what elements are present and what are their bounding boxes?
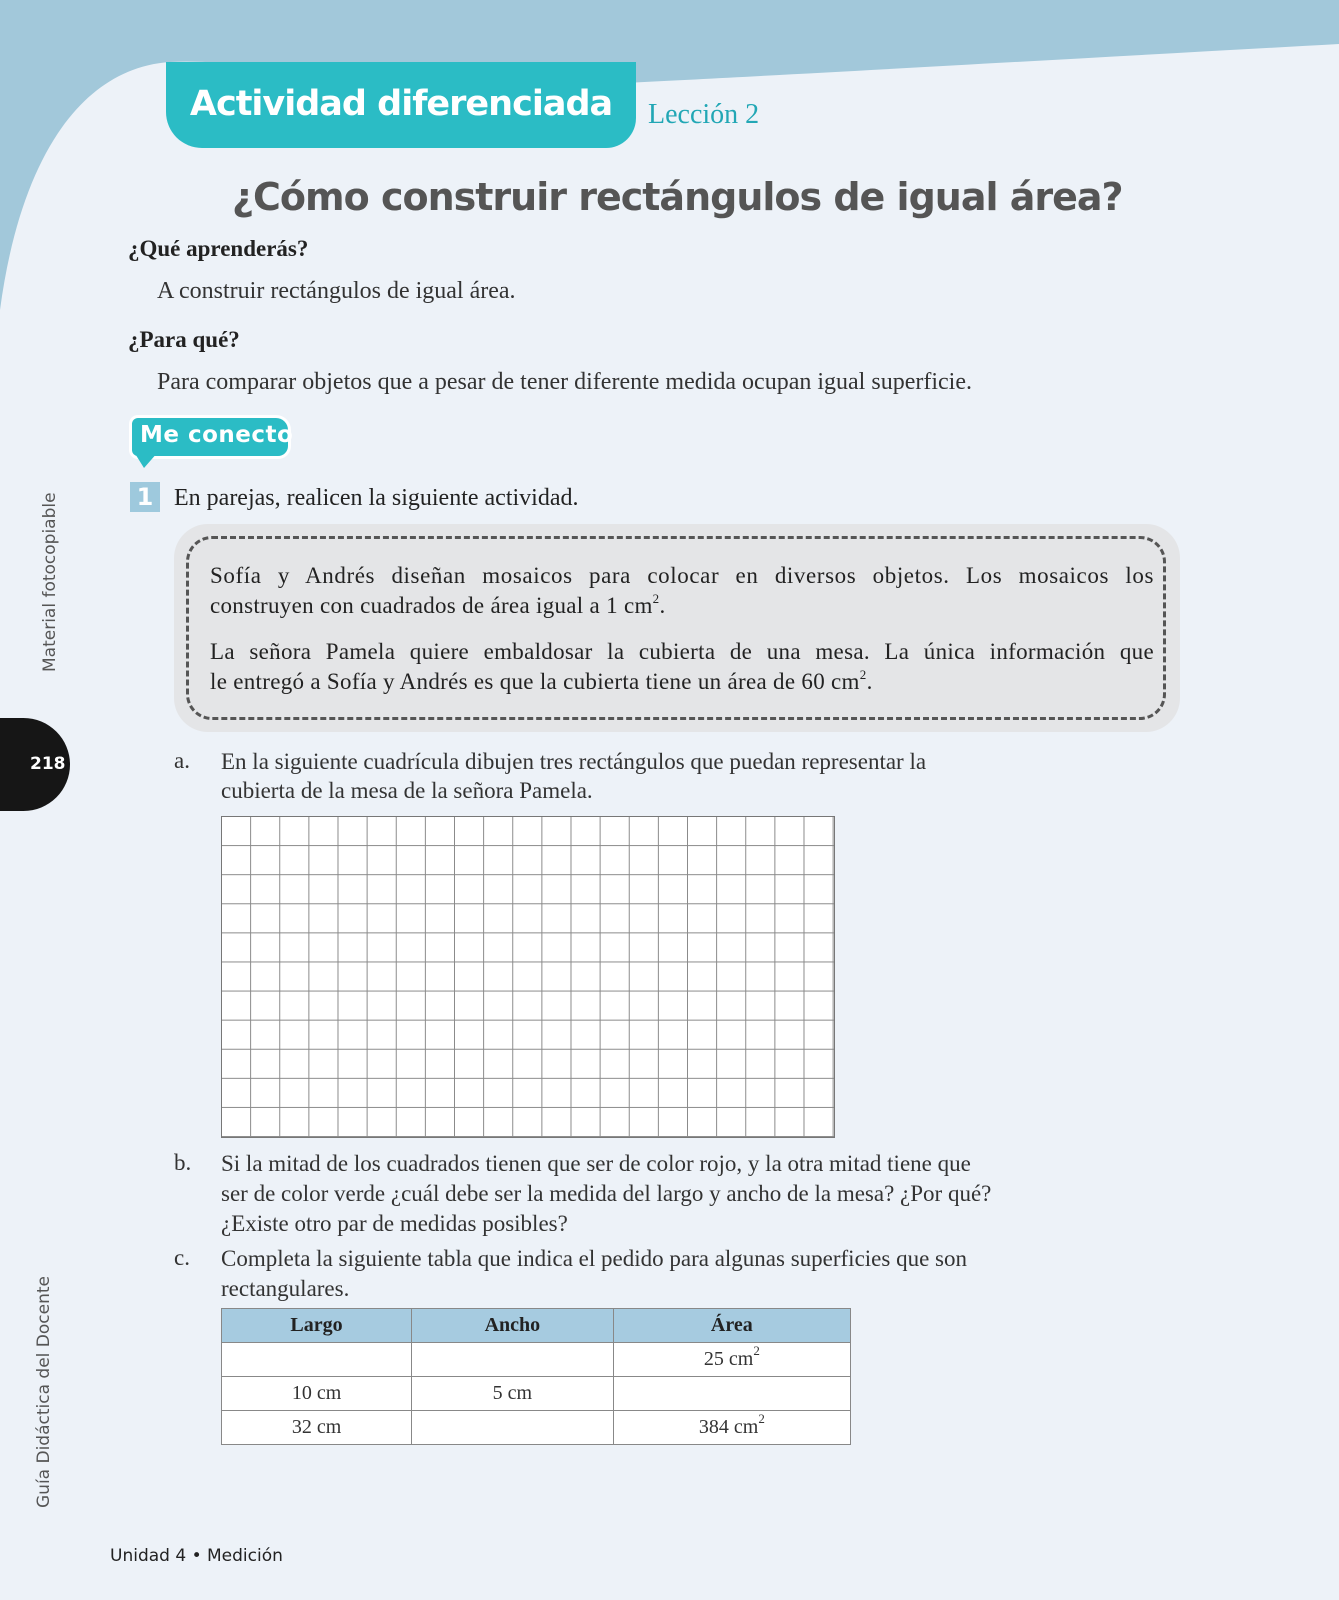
table-row	[222, 1411, 851, 1445]
me-conecto-label: Me conecto	[140, 422, 294, 448]
question-c-line1: Completa la siguiente tabla que indica el pedido para algunas superficies que son	[221, 1246, 967, 1271]
header-area: Área	[613, 1309, 850, 1343]
cell-largo: 10 cm	[222, 1377, 412, 1411]
page-number: 218	[30, 754, 66, 774]
sidebar-material-label: Material fotocopiable	[40, 492, 60, 672]
purpose-text: Para comparar objetos que a pesar de tener diferente medida ocupan igual superficie.	[157, 369, 972, 395]
header-wave	[0, 0, 1339, 320]
drawing-grid[interactable]	[221, 816, 835, 1138]
cell-ancho: 5 cm	[412, 1377, 614, 1411]
table-row	[222, 1343, 851, 1377]
purpose-heading: ¿Para qué?	[128, 327, 240, 352]
footer-unit: Unidad 4 • Medición	[110, 1546, 283, 1566]
sidebar-guide-label: Guía Didáctica del Docente	[34, 1276, 54, 1508]
header-largo: Largo	[222, 1309, 412, 1343]
objective-heading: ¿Qué aprenderás?	[128, 236, 309, 261]
question-b-line2: ser de color verde ¿cuál debe ser la medida del largo y ancho de la mesa? ¿Por qué?	[221, 1181, 992, 1206]
cell-ancho[interactable]	[412, 1343, 614, 1377]
table-header-row	[222, 1309, 851, 1343]
story-p1-line2: construyen con cuadrados de área igual a 1 $cm^2$.	[210, 591, 666, 618]
activity-instruction: En parejas, realicen la siguiente actividad.	[174, 485, 579, 511]
story-box	[174, 524, 1180, 732]
cell-largo: 32 cm	[222, 1411, 412, 1445]
question-b-line1: Si la mitad de los cuadrados tienen que ser de color rojo, y la otra mitad tiene que	[221, 1151, 971, 1176]
lesson-label: Lección 2	[648, 99, 760, 130]
question-c-line2: rectangulares.	[221, 1276, 350, 1301]
table-row	[222, 1377, 851, 1411]
question-a-line1: En la siguiente cuadrícula dibujen tres rectángulos que puedan representar la	[221, 749, 927, 774]
me-conecto-badge	[128, 412, 294, 476]
cell-largo[interactable]	[222, 1343, 412, 1377]
cell-area: 384 $cm^2$	[613, 1411, 850, 1445]
objective-text: A construir rectángulos de igual área.	[157, 278, 516, 304]
activity-number: 1	[130, 482, 160, 512]
cell-area[interactable]	[613, 1377, 850, 1411]
question-b-label: b.	[174, 1150, 192, 1175]
page-title: ¿Cómo construir rectángulos de igual área?	[232, 175, 1123, 219]
story-p1-line1: Sofía y Andrés diseñan mosaicos para colocar en diversos objetos. Los mosaicos los	[210, 563, 1154, 588]
question-a-line2: cubierta de la mesa de la señora Pamela.	[221, 778, 593, 803]
question-b-line3: ¿Existe otro par de medidas posibles?	[221, 1211, 568, 1236]
activity-banner	[166, 62, 636, 148]
story-p2-line2: le entregó a Sofía y Andrés es que la cubierta tiene un área de 60 $cm^2$.	[210, 667, 873, 694]
story-p2-line1: La señora Pamela quiere embaldosar la cubierta de una mesa. La única información que	[210, 639, 1154, 664]
cell-ancho[interactable]	[412, 1411, 614, 1445]
banner-title: Actividad diferenciada	[189, 84, 613, 124]
cell-area: 25 $cm^2$	[613, 1343, 850, 1377]
header-ancho: Ancho	[412, 1309, 614, 1343]
question-a-label: a.	[174, 748, 190, 773]
orders-table	[221, 1308, 851, 1445]
question-c-label: c.	[174, 1245, 190, 1270]
